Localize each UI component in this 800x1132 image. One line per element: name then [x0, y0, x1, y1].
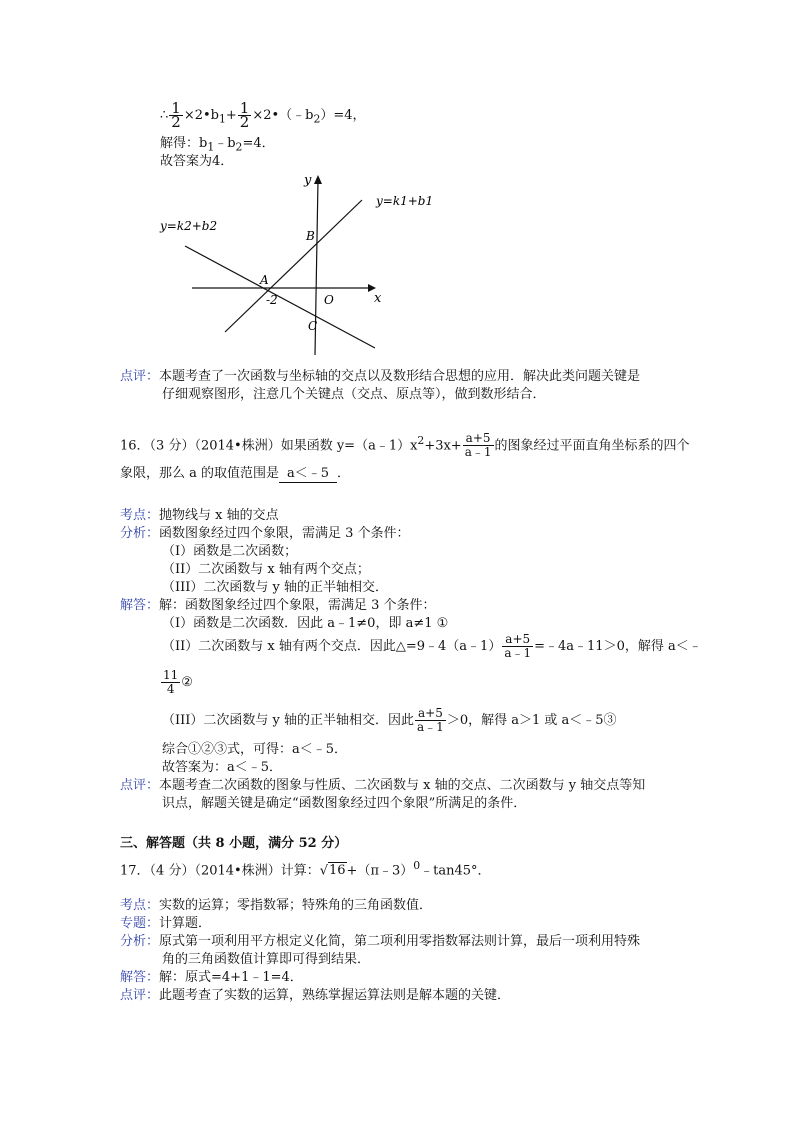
point-c-label: C [308, 319, 318, 333]
point-a-label: A [260, 273, 269, 287]
condition-1: （I）函数是二次函数； [162, 544, 298, 559]
solve-line: 解得：$b_1﹣b_2=4$． [160, 136, 275, 154]
q17-kaodian: 考点：实数的运算；零指数幂；特殊角的三角函数值． [120, 898, 433, 913]
answer-blank: a＜﹣5 [279, 466, 337, 483]
q17-zhuanti: 专题：计算题． [120, 916, 212, 931]
dianping-line-2: 识点，解题关键是确定“函数图象经过四个象限”所满足的条件． [162, 796, 527, 811]
step-2: （II）二次函数与 x 轴有两个交点．因此△=9﹣4（a﹣1） $\frac{a+5}{a﹣1}$ =﹣4a﹣11＞0，解得 a＜﹣ [162, 632, 702, 660]
condition-3: （III）二次函数与 y 轴的正半轴相交． [162, 580, 389, 595]
q17-jieda: 解答：解：原式=4+1﹣1=4． [120, 970, 303, 985]
fraction: $\frac{a+5}{a﹣1}$ [504, 632, 532, 660]
function-graph [150, 170, 440, 360]
step-5: 故答案为：a＜﹣5． [162, 760, 283, 775]
step-4: 综合①②③式，可得：a＜﹣5． [162, 742, 348, 757]
kaodian-line: 考点：抛物线与 x 轴的交点 [120, 508, 279, 523]
answer-line: 故答案为4． [160, 154, 234, 169]
fraction: $\frac{1}{2}$ [239, 99, 250, 131]
jieda-line: 解答：解：函数图象经过四个象限，需满足 3 个条件： [120, 598, 436, 613]
step-1: （I）函数是二次函数．因此 a﹣1≠0，即 a≠1 ① [162, 616, 449, 631]
tick-label: -2 [266, 293, 278, 307]
comment-block: 点评：本题考查了一次函数与坐标轴的交点以及数形结合思想的应用．解决此类问题关键是 [120, 369, 641, 384]
point-b-label: B [306, 229, 315, 243]
fraction: $\frac{1}{2}$ [171, 99, 181, 131]
q17-fenxi: 分析：原式第一项利用平方根定义化简，第二项利用零指数幂法则计算，最后一项利用特殊 [120, 934, 641, 949]
question-16: 16．（3 分）（2014•株洲）如果函数 $y=(a﹣1)x^2+3x+$ $\frac{a+5}{a﹣1}$ 的图象经过平面直角坐标系的四个 [120, 431, 690, 460]
origin-label: O [324, 293, 334, 307]
question-16-line2: 象限，那么 a 的取值范围是 a＜﹣5 ． [120, 466, 351, 481]
y-axis-arrow [314, 175, 322, 184]
step-2-cont: $\frac{11}{4}$ ② [163, 668, 193, 696]
step-3: （III）二次函数与 y 轴的正半轴相交．因此 $\frac{a+5}{a﹣1}$ ＞0，解得 a＞1 或 a＜﹣5③ [162, 706, 617, 734]
condition-2: （II）二次函数与 x 轴有两个交点； [162, 562, 370, 577]
line1-label: y=k1+b1 [376, 194, 434, 208]
fraction: $\frac{11}{4}$ [163, 668, 179, 696]
y-axis-label: y [304, 173, 312, 188]
fraction: $\frac{a+5}{a﹣1}$ [464, 431, 492, 460]
sqrt-symbol: √ [319, 863, 328, 879]
section-title: 三、解答题（共 8 小题，满分 52 分） [120, 836, 348, 851]
line2-label: y=k2+b2 [160, 219, 218, 233]
comment-line-2: 仔细观察图形，注意几个关键点（交点、原点等），做到数形结合． [162, 387, 546, 402]
line-k1-b1 [225, 200, 362, 332]
fenxi-line: 分析：函数图象经过四个象限，需满足 3 个条件： [120, 526, 410, 541]
q17-fenxi-2: 角的三角函数值计算即可得到结果． [162, 952, 371, 967]
line-k2-b2 [185, 246, 375, 348]
question-17: 17．（4 分）（2014•株洲）计算：√16+（π﹣3）$^0$﹣tan45°． [120, 859, 491, 879]
q17-dianping: 点评：此题考查了实数的运算，熟练掌握运算法则是解本题的关键． [120, 988, 511, 1003]
x-axis-label: x [374, 291, 382, 306]
fraction: $\frac{a+5}{a﹣1}$ [417, 706, 444, 734]
dianping-line: 点评：本题考查二次函数的图象与性质、二次函数与 x 轴的交点、二次函数与 y 轴交点等知 [120, 778, 646, 793]
equation-line: ∴ $\frac{1}{2}$ $\times 2•b_1+$ $\frac{1}{2}$ $\times 2•(﹣b_2)=4$， [160, 99, 366, 131]
